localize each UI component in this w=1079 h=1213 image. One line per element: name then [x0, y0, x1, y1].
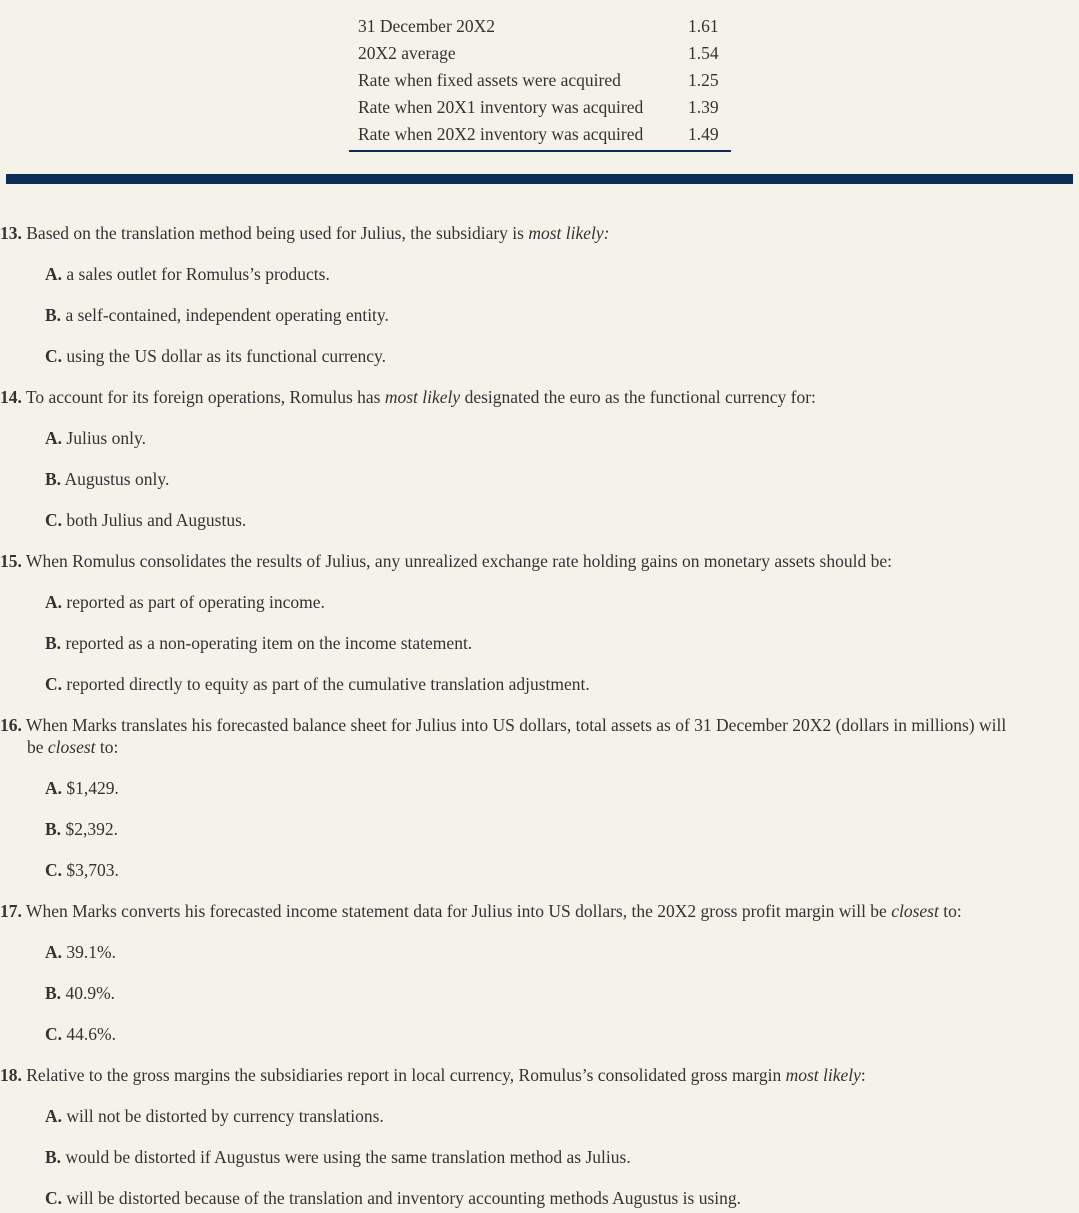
- question-15: [0, 550, 1079, 572]
- option-text: $3,703.: [62, 860, 119, 880]
- option-text: a self-contained, independent operating entity.: [61, 305, 389, 325]
- option-letter: A.: [45, 1106, 63, 1126]
- rate-label: 20X2 average: [358, 43, 456, 63]
- option-15-c[interactable]: [45, 673, 590, 695]
- option-letter: A.: [45, 264, 63, 284]
- option-letter: B.: [45, 819, 62, 839]
- question-number: 18.: [0, 1065, 22, 1085]
- option-15-a[interactable]: [45, 591, 325, 613]
- question-text: Based on the translation method being used for Julius, the subsidiary is: [21, 223, 529, 243]
- option-letter: C.: [45, 510, 63, 530]
- rate-label: Rate when 20X1 inventory was acquired: [358, 97, 644, 117]
- option-text: reported directly to equity as part of the cumulative translation adjustment.: [62, 674, 590, 694]
- question-text: be: [27, 737, 48, 757]
- option-15-b[interactable]: [45, 632, 472, 654]
- rate-row: [349, 121, 731, 150]
- question-14: [0, 386, 1079, 408]
- question-emphasis: most likely: [384, 387, 461, 407]
- option-text: will be distorted because of the translation and inventory accounting methods Augustus is using.: [62, 1188, 741, 1208]
- question-text: To account for its foreign operations, Romulus has: [21, 387, 385, 407]
- question-emphasis: most likely:: [528, 223, 610, 243]
- option-17-a[interactable]: [45, 941, 116, 963]
- question-number: 16.: [0, 715, 22, 735]
- question-emphasis: closest: [47, 737, 96, 757]
- option-17-c[interactable]: [45, 1023, 116, 1045]
- question-emphasis: most likely: [785, 1065, 861, 1085]
- option-text: a sales outlet for Romulus’s products.: [62, 264, 330, 284]
- question-text: When Marks translates his forecasted balance sheet for Julius into US dollars, total assets as of 31 December 20X2 (dollars in millions) will: [21, 715, 1007, 735]
- option-letter: A.: [45, 942, 63, 962]
- option-16-c[interactable]: [45, 859, 119, 881]
- option-18-b[interactable]: [45, 1146, 631, 1168]
- option-18-c[interactable]: [45, 1187, 741, 1209]
- rate-row: [349, 13, 731, 40]
- rate-label: Rate when 20X2 inventory was acquired: [358, 124, 644, 144]
- question-emphasis: closest: [891, 901, 939, 921]
- rate-label: Rate when fixed assets were acquired: [358, 70, 621, 90]
- option-letter: A.: [45, 778, 63, 798]
- option-letter: C.: [45, 1188, 63, 1208]
- option-text: will not be distorted by currency translations.: [62, 1106, 384, 1126]
- option-letter: A.: [45, 592, 63, 612]
- option-letter: B.: [45, 1147, 62, 1167]
- option-text: 40.9%.: [61, 983, 116, 1003]
- option-13-b[interactable]: [45, 304, 389, 326]
- rate-value: 1.25: [688, 70, 719, 90]
- question-text: to:: [95, 737, 119, 757]
- option-text: $1,429.: [62, 778, 119, 798]
- option-letter: B.: [45, 983, 62, 1003]
- option-text: Julius only.: [62, 428, 146, 448]
- question-number: 15.: [0, 551, 22, 571]
- option-text: 39.1%.: [62, 942, 116, 962]
- question-text: to:: [938, 901, 962, 921]
- rate-value: 1.61: [688, 16, 719, 36]
- option-17-b[interactable]: [45, 982, 115, 1004]
- question-number: 13.: [0, 223, 22, 243]
- rate-row: [349, 40, 731, 67]
- option-text: $2,392.: [61, 819, 118, 839]
- rate-row: [349, 67, 731, 94]
- option-14-c[interactable]: [45, 509, 246, 531]
- option-text: Augustus only.: [61, 469, 170, 489]
- option-letter: B.: [45, 633, 62, 653]
- option-letter: A.: [45, 428, 63, 448]
- option-letter: C.: [45, 674, 63, 694]
- question-text: When Romulus consolidates the results of Julius, any unrealized exchange rate holding gains on monetary assets should be:: [21, 551, 892, 571]
- option-text: using the US dollar as its functional currency.: [62, 346, 387, 366]
- option-13-c[interactable]: [45, 345, 386, 367]
- option-text: reported as a non-operating item on the income statement.: [61, 633, 473, 653]
- option-letter: C.: [45, 346, 63, 366]
- option-letter: B.: [45, 305, 62, 325]
- question-16: [0, 714, 1079, 736]
- rate-value: 1.54: [688, 43, 719, 63]
- rate-value: 1.49: [688, 124, 719, 144]
- question-16-continuation: [27, 736, 1079, 758]
- option-letter: C.: [45, 860, 63, 880]
- question-number: 17.: [0, 901, 22, 921]
- option-16-b[interactable]: [45, 818, 118, 840]
- question-17: [0, 900, 1079, 922]
- rate-row: [349, 94, 731, 121]
- question-text: :: [860, 1065, 866, 1085]
- option-letter: B.: [45, 469, 62, 489]
- option-letter: C.: [45, 1024, 63, 1044]
- option-14-a[interactable]: [45, 427, 146, 449]
- question-18: [0, 1064, 1079, 1086]
- question-text: When Marks converts his forecasted income statement data for Julius into US dollars, the 20X2 gross profit margin will be: [21, 901, 892, 921]
- option-text: 44.6%.: [62, 1024, 116, 1044]
- option-18-a[interactable]: [45, 1105, 384, 1127]
- question-number: 14.: [0, 387, 22, 407]
- option-text: both Julius and Augustus.: [62, 510, 247, 530]
- rate-value: 1.39: [688, 97, 719, 117]
- option-text: reported as part of operating income.: [62, 592, 325, 612]
- question-text: designated the euro as the functional currency for:: [460, 387, 816, 407]
- section-divider: [6, 174, 1073, 184]
- option-16-a[interactable]: [45, 777, 119, 799]
- rate-label: 31 December 20X2: [358, 16, 496, 36]
- option-text: would be distorted if Augustus were using the same translation method as Julius.: [61, 1147, 631, 1167]
- option-13-a[interactable]: [45, 263, 330, 285]
- question-text: Relative to the gross margins the subsidiaries report in local currency, Romulus’s consolidated gross margin: [21, 1065, 786, 1085]
- question-13: [0, 222, 1079, 244]
- exchange-rate-table: [349, 13, 731, 152]
- option-14-b[interactable]: [45, 468, 169, 490]
